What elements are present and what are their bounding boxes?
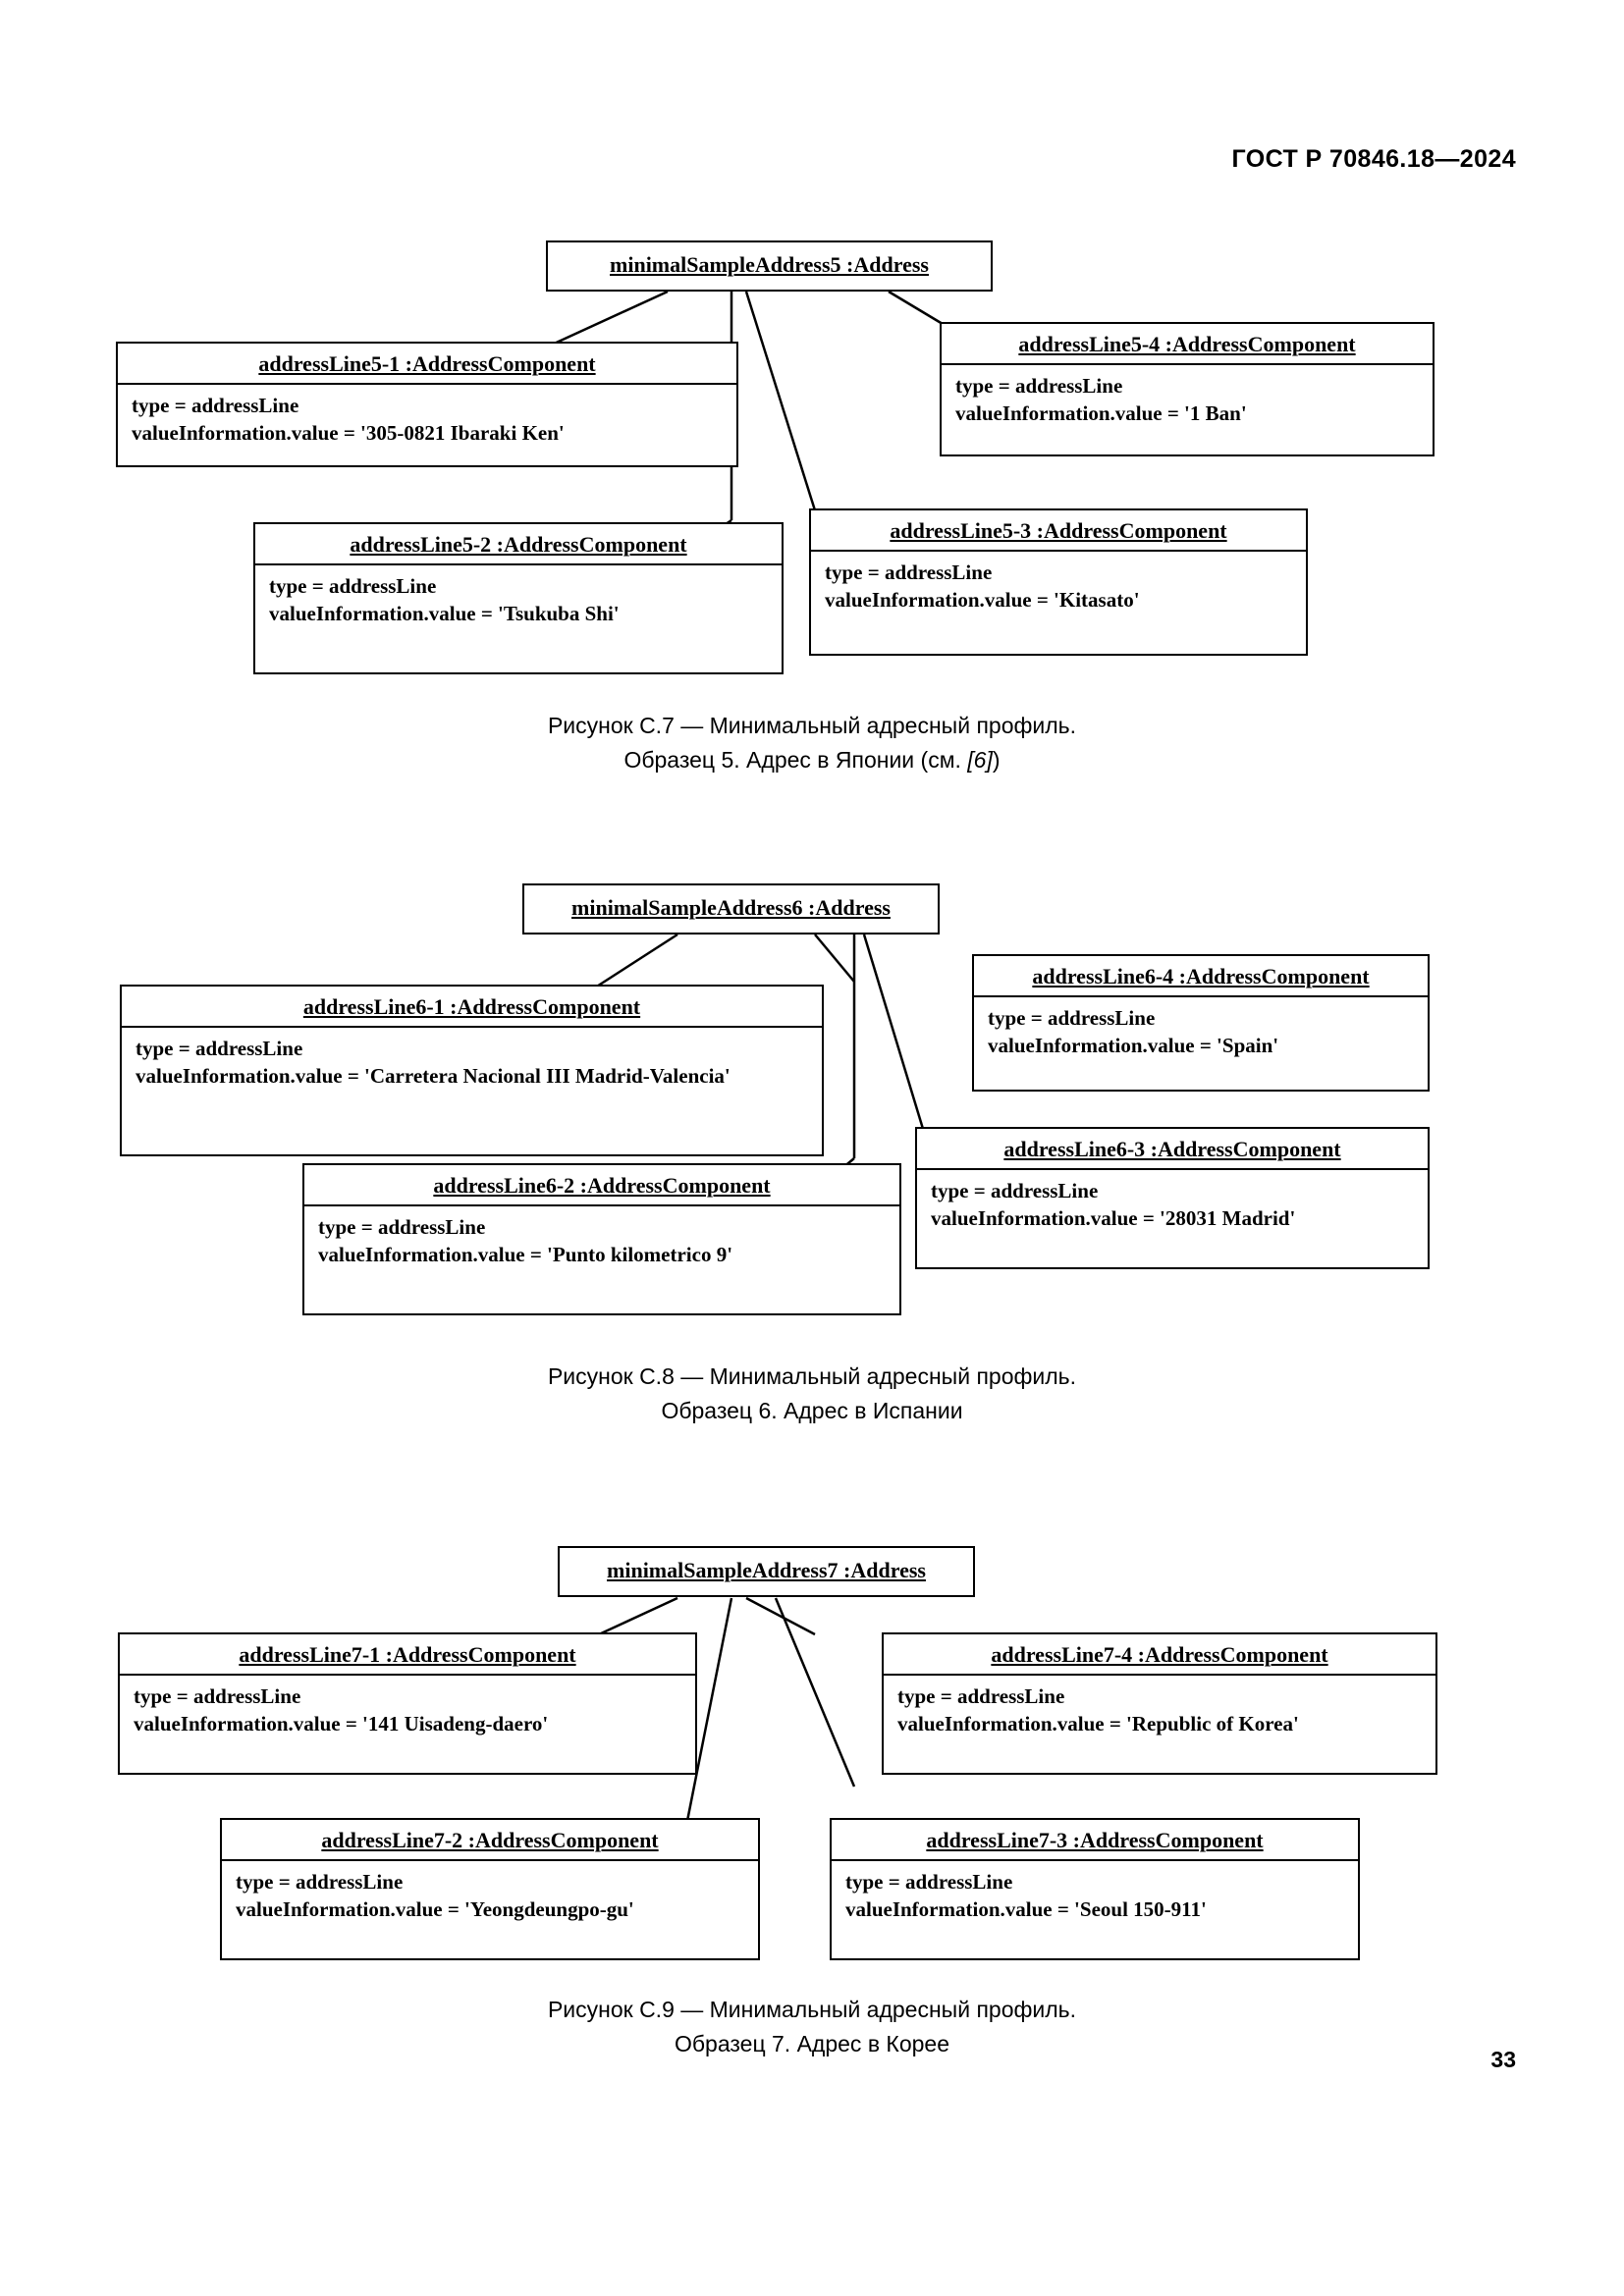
uml-object-c7-line2-attrs: [255, 565, 782, 635]
attr-value: valueInformation.value = 'Seoul 150-911': [845, 1896, 1207, 1921]
attr-type: type = addressLine: [236, 1870, 404, 1895]
uml-object-c9-line1-title: addressLine7-1 :AddressComponent: [239, 1642, 576, 1667]
uml-object-c8-line2[interactable]: [302, 1163, 901, 1315]
uml-object-c9-line4-attrs: [884, 1676, 1435, 1745]
figure-c9-caption-line2: Образец 7. Адрес в Корее: [674, 2030, 949, 2056]
uml-object-c7-line3-attrs: [811, 552, 1306, 621]
attr-type: type = addressLine: [845, 1870, 1013, 1895]
uml-object-c9-line4-title: addressLine7-4 :AddressComponent: [991, 1642, 1328, 1667]
uml-object-c8-line1-attrs: [122, 1028, 822, 1097]
attr-type: type = addressLine: [318, 1215, 486, 1240]
attr-type: type = addressLine: [135, 1037, 303, 1061]
attr-type: type = addressLine: [132, 394, 299, 418]
uml-object-c7-line4[interactable]: [940, 322, 1435, 456]
figure-c8-caption: [0, 1360, 1624, 1427]
attr-value: valueInformation.value = 'Yeongdeungpo-gu': [236, 1896, 634, 1921]
uml-object-root-c9-title: minimalSampleAddress7 :Address: [607, 1558, 926, 1582]
uml-object-c9-line1-attrs: [120, 1676, 695, 1745]
uml-object-c8-line1[interactable]: [120, 985, 824, 1156]
uml-object-c9-line2-attrs: [222, 1861, 758, 1931]
uml-object-root-c8-title: minimalSampleAddress6 :Address: [571, 895, 891, 920]
uml-object-root-c8[interactable]: [522, 883, 940, 934]
attr-type: type = addressLine: [955, 374, 1123, 399]
uml-object-c8-line3-attrs: [917, 1170, 1428, 1240]
attr-value: valueInformation.value = 'Tsukuba Shi': [269, 601, 620, 625]
page-header-standard-number: ГОСТ Р 70846.18—2024: [1231, 145, 1516, 173]
uml-object-c7-line3[interactable]: [809, 508, 1308, 656]
uml-object-c7-line2[interactable]: [253, 522, 784, 674]
figure-c7-caption-line2-post: ): [992, 746, 1001, 773]
uml-object-c9-line3-title: addressLine7-3 :AddressComponent: [926, 1828, 1264, 1852]
uml-object-c8-line2-title: addressLine6-2 :AddressComponent: [433, 1173, 771, 1198]
uml-object-c9-line2-title: addressLine7-2 :AddressComponent: [321, 1828, 659, 1852]
figure-c9-caption: [0, 1993, 1624, 2060]
attr-value: valueInformation.value = '141 Uisadeng-daero': [134, 1711, 549, 1735]
uml-object-c7-line1[interactable]: [116, 342, 738, 467]
figure-c8-caption-line1: Рисунок С.8 — Минимальный адресный профиль.: [547, 1363, 1077, 1389]
uml-object-c9-line4[interactable]: [882, 1632, 1437, 1775]
uml-object-c8-line2-attrs: [304, 1206, 899, 1276]
attr-value: valueInformation.value = '305-0821 Ibaraki Ken': [132, 420, 565, 445]
uml-object-c8-line4-attrs: [974, 997, 1428, 1067]
uml-object-c9-line3[interactable]: [830, 1818, 1360, 1960]
uml-object-c8-line4-title: addressLine6-4 :AddressComponent: [1032, 964, 1370, 988]
uml-object-c9-line1[interactable]: [118, 1632, 697, 1775]
uml-object-c9-line3-attrs: [832, 1861, 1358, 1931]
uml-object-c9-line2[interactable]: [220, 1818, 760, 1960]
uml-object-c7-line3-title: addressLine5-3 :AddressComponent: [890, 518, 1227, 543]
uml-object-root-c7[interactable]: [546, 240, 993, 292]
attr-value: valueInformation.value = '28031 Madrid': [931, 1205, 1296, 1230]
attr-value: valueInformation.value = 'Kitasato': [825, 587, 1140, 612]
uml-object-c7-line4-title: addressLine5-4 :AddressComponent: [1018, 332, 1356, 356]
figure-c7-caption-line1: Рисунок С.7 — Минимальный адресный профиль.: [547, 713, 1077, 738]
uml-object-c8-line3-title: addressLine6-3 :AddressComponent: [1003, 1137, 1341, 1161]
uml-object-root-c7-title: minimalSampleAddress5 :Address: [610, 252, 929, 277]
attr-type: type = addressLine: [897, 1684, 1065, 1709]
figure-c9-caption-line1: Рисунок С.9 — Минимальный адресный профиль.: [547, 1997, 1077, 2022]
figure-c7-caption-line2: [0, 743, 1624, 777]
uml-object-c8-line4[interactable]: [972, 954, 1430, 1092]
figure-c7-caption: [0, 709, 1624, 776]
attr-value: valueInformation.value = 'Punto kilometrico 9': [318, 1242, 733, 1266]
page-number: 33: [1490, 2047, 1516, 2072]
uml-object-c8-line1-title: addressLine6-1 :AddressComponent: [302, 994, 641, 1019]
uml-object-c7-line1-title: addressLine5-1 :AddressComponent: [258, 351, 596, 376]
uml-object-c7-line4-attrs: [942, 365, 1433, 435]
attr-type: type = addressLine: [988, 1006, 1156, 1031]
attr-value: valueInformation.value = 'Carretera Nacional III Madrid-Valencia': [135, 1063, 731, 1088]
attr-type: type = addressLine: [931, 1179, 1099, 1203]
uml-object-c7-line2-title: addressLine5-2 :AddressComponent: [350, 532, 687, 557]
attr-value: valueInformation.value = '1 Ban': [955, 400, 1247, 425]
attr-value: valueInformation.value = 'Spain': [988, 1033, 1279, 1057]
attr-type: type = addressLine: [134, 1684, 301, 1709]
uml-object-root-c9[interactable]: [558, 1546, 975, 1597]
attr-type: type = addressLine: [825, 561, 993, 585]
uml-object-c8-line3[interactable]: [915, 1127, 1430, 1269]
uml-object-c7-line1-attrs: [118, 385, 736, 454]
attr-type: type = addressLine: [269, 574, 437, 599]
figure-c7-caption-line2-pre: Образец 5. Адрес в Японии (см.: [623, 746, 968, 773]
figure-c7-caption-reference: [6]: [967, 746, 993, 773]
attr-value: valueInformation.value = 'Republic of Korea': [897, 1711, 1299, 1735]
figure-c8-caption-line2: Образец 6. Адрес в Испании: [661, 1397, 963, 1423]
